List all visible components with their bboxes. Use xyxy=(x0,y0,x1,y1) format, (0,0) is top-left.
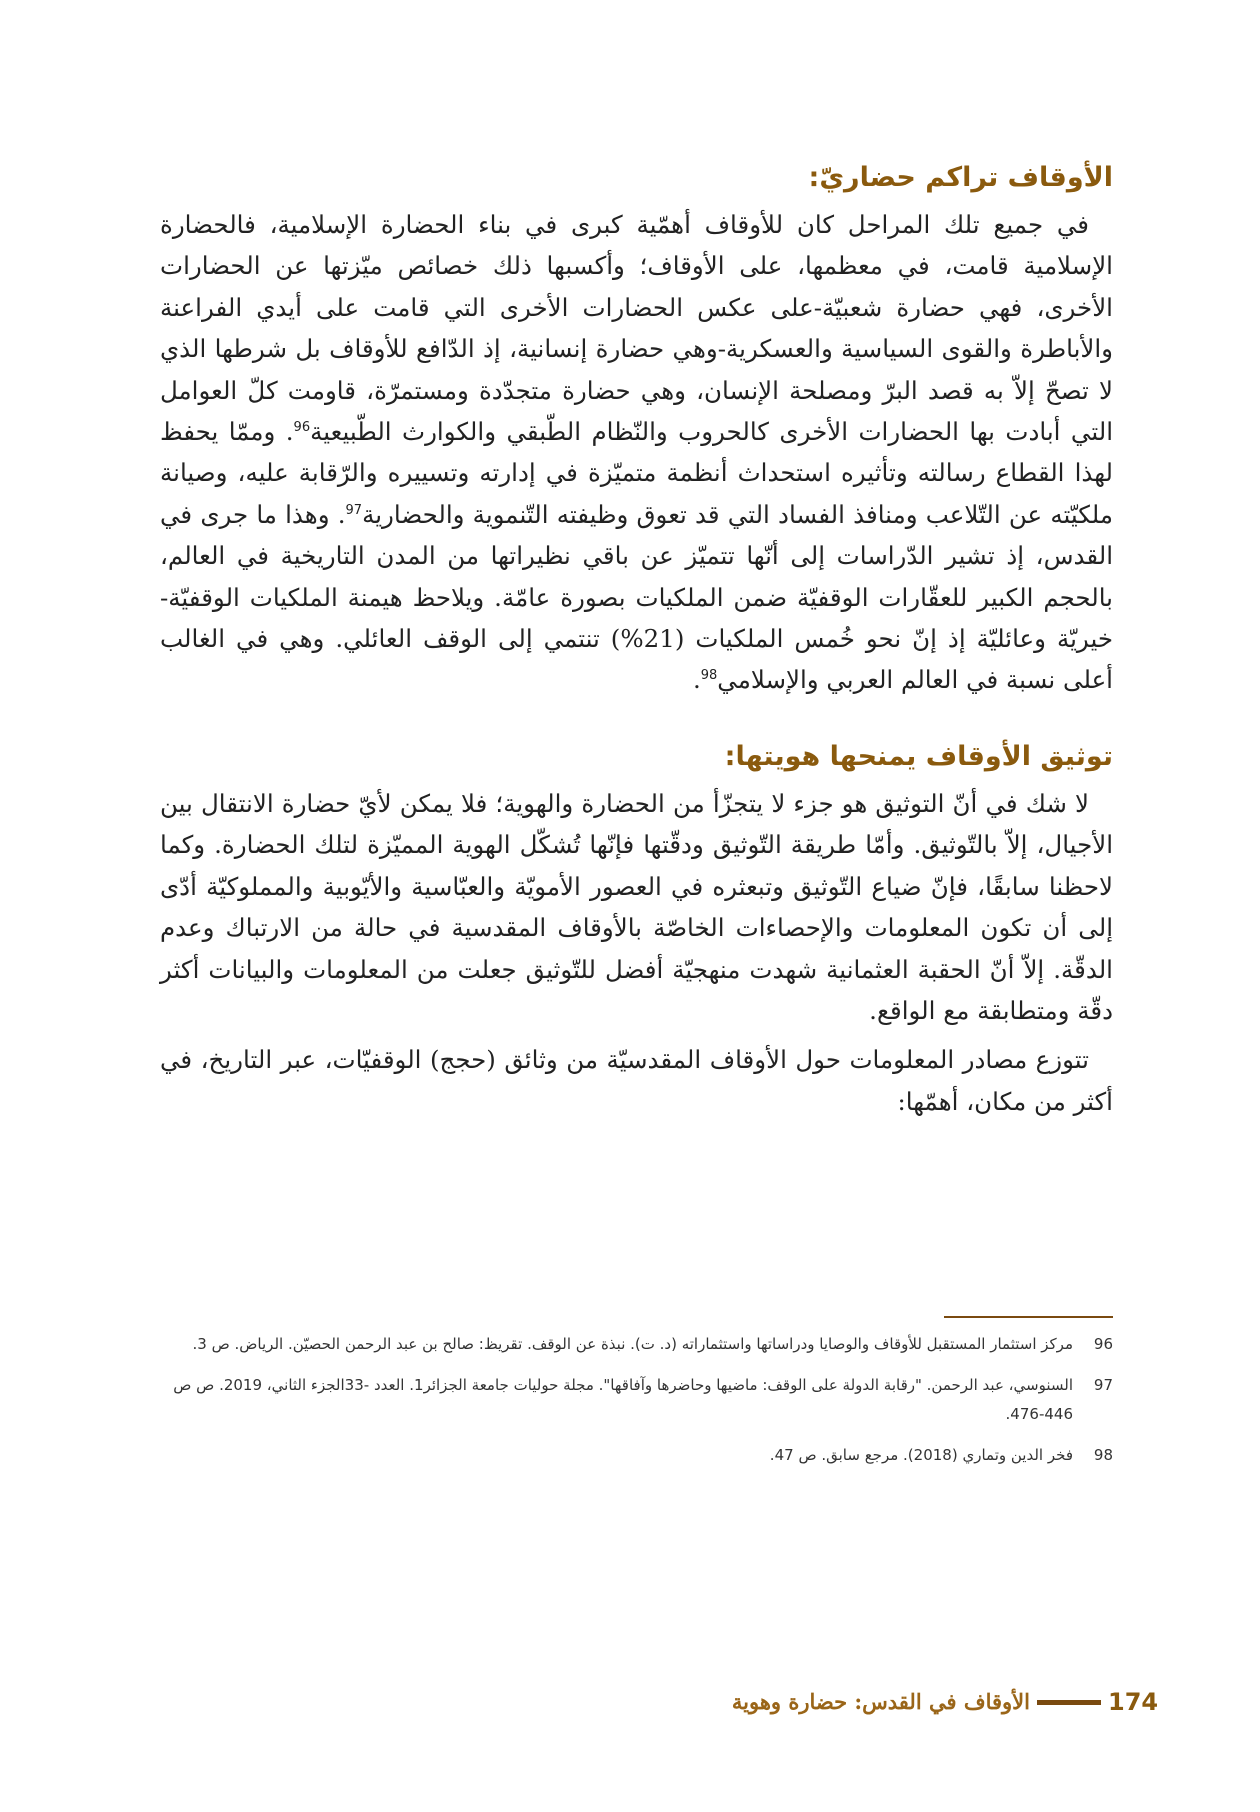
body-paragraph: تتوزع مصادر المعلومات حول الأوقاف المقدسيّة من وثائق (حجج) الوقفيّات، عبر التاريخ، في أكثر من مكان، أهمّها: xyxy=(160,1045,1113,1116)
page-footer xyxy=(0,1680,1260,1724)
body-text: . وممّا يحفظ لهذا القطاع رسالته وتأثيره استحداث أنظمة متميّزة في إدارته وتسييره والرّقابة عليه، وصيانة ملكيّته عن التّلاعب ومنافذ الفساد التي قد تعوق وظيفته التّنموية والحضارية xyxy=(160,417,1114,529)
body-text: في جميع تلك المراحل كان للأوقاف أهمّية كبرى في بناء الحضارة الإسلامية، فالحضارة الإسلامية قامت، في معظمها، على الأوقاف؛ وأكسبها ذلك خصائص ميّزتها عن الحضارات الأخرى، فهي حضارة شعبيّة-على عكس الحضارات الأخرى التي قامت على أيدي الفراعنة والأباطرة والقوى السياسية والعسكرية-وهي حضارة إنسانية، إذ الدّافع للأوقاف بل شرطها الذي لا تصحّ إلاّ به قصد البرّ ومصلحة الإنسان، وهي حضارة متجدّدة ومستمرّة، قاومت كلّ العوامل التي أبادت بها الحضارات الأخرى كالحروب والنّظام الطّبقي والكوارث الطّبيعية xyxy=(160,210,1114,447)
page-number: 174 xyxy=(1108,1688,1159,1716)
footnote-number: 98 xyxy=(1093,1446,1113,1464)
footnote-text: فخر الدين وتماري (2018). مرجع سابق. ص 47. xyxy=(769,1446,1073,1464)
footnote-item xyxy=(160,1441,1113,1470)
body-text: . وهذا ما جرى في القدس، إذ تشير الدّراسات إلى أنّها تتميّز عن باقي نظيراتها من المدن التاريخية في العالم، بالحجم الكبير للعقّارات الوقفيّة ضمن الملكيات بصورة عامّة. ويلاحظ هيمنة الملكيات الوقفيّة-خيريّة وعائليّة إذ إنّ نحو خُمس الملكيات (21%) تنتمي إلى الوقف العائلي. وهي في الغالب أعلى نسبة في العالم العربي والإسلامي xyxy=(160,499,1113,695)
body-paragraph xyxy=(160,204,1113,701)
footnote-ref-98[interactable]: 98 xyxy=(700,668,718,684)
footnote-ref-97[interactable]: 97 xyxy=(345,502,363,518)
footnote-item xyxy=(160,1330,1113,1359)
section-heading-civilizational-accumulation: الأوقاف تراكم حضاريّ: xyxy=(808,162,1113,193)
running-title: الأوقاف في القدس: حضارة وهوية xyxy=(731,1689,1030,1714)
main-content xyxy=(160,158,1113,1122)
footnotes xyxy=(160,1330,1113,1482)
section-heading-documentation-identity: توثيق الأوقاف يمنحها هويتها: xyxy=(724,740,1113,772)
footnote-text: السنوسي، عبد الرحمن. "رقابة الدولة على الوقف: ماضيها وحاضرها وآفاقها". مجلة حوليات جامعة الجزائر1. العدد -33الجزء الثاني، 2019. ص ص 446-476. xyxy=(173,1376,1073,1423)
footer-divider-bar xyxy=(1037,1700,1101,1705)
footnote-number: 97 xyxy=(1093,1376,1113,1394)
body-text: . xyxy=(692,665,701,695)
body-paragraph: لا شك في أنّ التوثيق هو جزء لا يتجزّأ من الحضارة والهوية؛ فلا يمكن لأيّ حضارة الانتقال بين الأجيال، إلاّ بالتّوثيق. وأمّا طريقة التّوثيق ودقّتها فإنّها تُشكّل الهوية المميّزة لتلك الحضارة. وكما لاحظنا سابقًا، فإنّ ضياع التّوثيق وتبعثره في العصور الأمويّة والعبّاسية والأيّوبية والمملوكيّة أدّى إلى أن تكون المعلومات والإحصاءات الخاصّة بالأوقاف المقدسية في حالة من الارتباك وعدم الدقّة. إلاّ أنّ الحقبة العثمانية شهدت منهجيّة أفضل للتّوثيق جعلت من المعلومات والبيانات أكثر دقّة ومتطابقة مع الواقع. xyxy=(160,788,1113,1025)
footnote-ref-96[interactable]: 96 xyxy=(293,419,311,435)
footnote-item xyxy=(160,1371,1113,1429)
footnote-number: 96 xyxy=(1093,1335,1113,1353)
footnote-text: مركز استثمار المستقبل للأوقاف والوصايا ودراساتها واستثماراته (د. ت). نبذة عن الوقف. تقريظ: صالح بن عبد الرحمن الحصيّن. الرياض. ص 3. xyxy=(192,1335,1073,1353)
footnote-separator xyxy=(944,1316,1113,1318)
